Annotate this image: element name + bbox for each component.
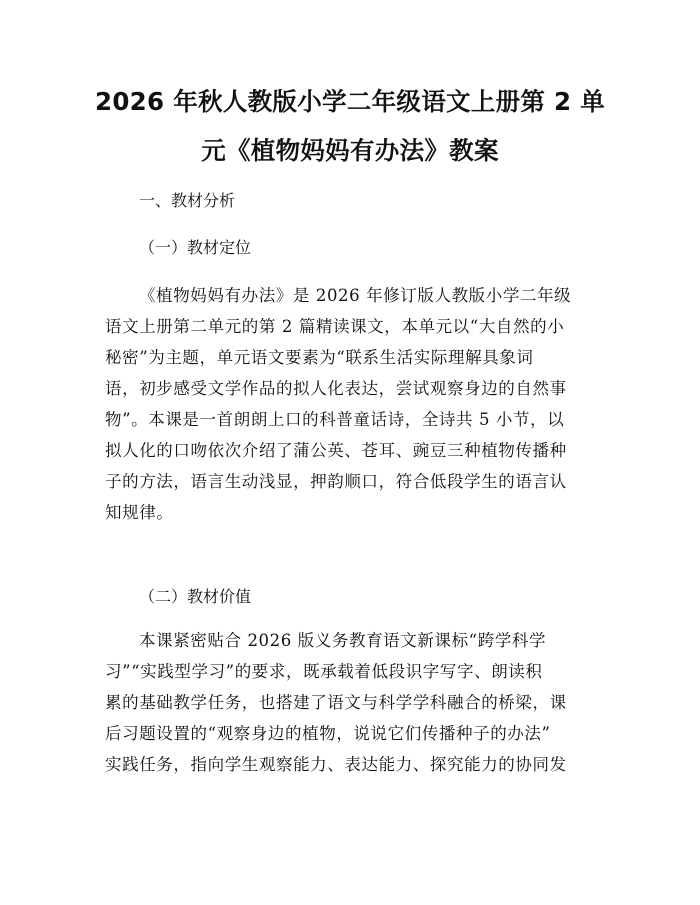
subsection-heading-value: （二）教材价值 xyxy=(139,587,252,606)
document-title-line-1: 2026 年秋人教版小学二年级语文上册第 2 单 xyxy=(94,87,606,116)
paragraph-positioning xyxy=(105,280,605,528)
paragraph-line: 秘密”为主题，单元语文要素为“联系生活实际理解具象词 xyxy=(105,348,534,367)
paragraph-line: 语，初步感受文学作品的拟人化表达，尝试观察身边的自然事 xyxy=(105,379,567,398)
subsection-heading-positioning: （一）教材定位 xyxy=(139,238,252,257)
paragraph-line: 子的方法，语言生动浅显，押韵顺口，符合低段学生的语言认 xyxy=(105,472,567,491)
paragraph-value xyxy=(105,625,605,780)
paragraph-line: 语文上册第二单元的第 2 篇精读课文，本单元以“大自然的小 xyxy=(105,317,565,336)
paragraph-line: 知规律。 xyxy=(105,503,174,522)
paragraph-line: 本课紧密贴合 2026 版义务教育语文新课标“跨学科学 xyxy=(139,631,547,650)
document-title-line-2: 元《植物妈妈有办法》教案 xyxy=(201,136,499,165)
paragraph-line: 实践任务，指向学生观察能力、表达能力、探究能力的协同发 xyxy=(105,755,567,774)
paragraph-line: 物”。本课是一首朗朗上口的科普童话诗，全诗共 5 小节，以 xyxy=(105,410,565,429)
paragraph-line: 习”“实践型学习”的要求，既承载着低段识字写字、朗读积 xyxy=(105,662,543,681)
paragraph-line: 拟人化的口吻依次介绍了蒲公英、苍耳、豌豆三种植物传播种 xyxy=(105,441,567,460)
paragraph-line: 后习题设置的“观察身边的植物，说说它们传播种子的办法” xyxy=(105,724,551,743)
paragraph-line: 《植物妈妈有办法》是 2026 年修订版人教版小学二年级 xyxy=(139,286,572,305)
paragraph-line: 累的基础教学任务，也搭建了语文与科学学科融合的桥梁，课 xyxy=(105,693,567,712)
section-heading-textbook-analysis: 一、教材分析 xyxy=(139,191,236,210)
